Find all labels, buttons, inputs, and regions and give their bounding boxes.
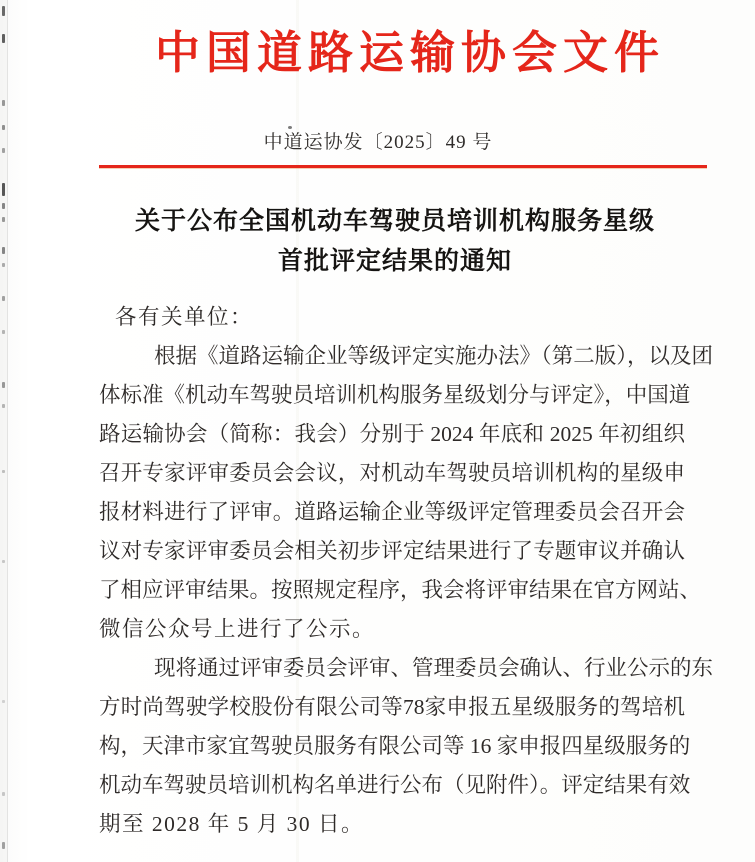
paragraph-2-line-5: 期至 2028 年 5 月 30 日。 (99, 812, 365, 836)
scan-dash-mark (2, 100, 5, 106)
paragraph-2-line-4: 机动车驾驶员培训机构名单进行公布（见附件）。评定结果有效 (99, 773, 691, 797)
scan-dash-mark (2, 560, 5, 563)
paragraph-2-line-3: 构，天津市家宜驾驶员服务有限公司等 16 家申报四星级服务的 (99, 734, 691, 758)
paragraph-2-line-1: 现将通过评审委员会评审、管理委员会确认、行业公示的东 (154, 656, 714, 680)
scan-edge-artifacts (0, 0, 8, 862)
scan-dash-mark (2, 842, 5, 849)
paragraph-1-line-6: 议对专家评审委员会相关初步评定结果进行了专题审议并确认 (99, 539, 685, 563)
salutation: 各有关单位： (115, 305, 254, 329)
scan-dash-mark (2, 792, 5, 796)
scan-dash-mark (2, 125, 5, 130)
scan-dash-mark (2, 470, 5, 473)
document-title-line1: 关于公布全国机动车驾驶员培训机构服务星级 (134, 208, 655, 235)
letterhead-title: 中国道路运输协会文件 (154, 28, 665, 78)
scan-dash-mark (2, 404, 5, 408)
scan-dash-mark (2, 148, 5, 153)
document-title (91, 202, 699, 282)
scan-dash-mark (2, 382, 5, 388)
scan-dash-mark (2, 296, 5, 301)
scan-dash-mark (2, 247, 5, 254)
document-content (99, 0, 714, 844)
scan-dash-mark (2, 263, 5, 267)
scan-dash-mark (2, 34, 5, 43)
document-title-line2: 首批评定结果的通知 (277, 248, 512, 275)
scan-dash-mark (2, 700, 5, 703)
paragraph-1-line-5: 报材料进行了评审。道路运输企业等级评定管理委员会召开会 (99, 500, 685, 524)
paragraph-1-line-1: 根据《道路运输企业等级评定实施办法》（第二版），以及团 (154, 344, 714, 368)
paragraph-1-line-3: 路运输协会（简称：我会）分别于 2024 年底和 2025 年初组织 (99, 422, 685, 446)
scan-dash-mark (2, 203, 5, 209)
paragraph-1-line-2: 体标准《机动车驾驶员培训机构服务星级划分与评定》，中国道 (99, 383, 691, 407)
paragraphs-container (99, 337, 714, 844)
paragraph-2-line-2: 方时尚驾驶学校股份有限公司等78家申报五星级服务的驾培机 (99, 695, 685, 719)
paragraph-1-line-8: 微信公众号上进行了公示。 (99, 617, 376, 641)
scan-dash-mark (2, 217, 5, 222)
scan-dash-mark (2, 183, 5, 196)
document-body (99, 298, 714, 844)
scan-dash-mark (2, 330, 5, 334)
paragraph-1-line-7: 了相应评审结果。按照规定程序，我会将评审结果在官方网站、 (99, 578, 702, 602)
paragraph-1-line-4: 召开专家评审委员会会议，对机动车驾驶员培训机构的星级申 (99, 461, 685, 485)
red-divider-line (99, 165, 707, 168)
scan-dash-mark (2, 6, 5, 16)
document-number: 中道运协发〔2025〕49 号 (263, 132, 493, 153)
